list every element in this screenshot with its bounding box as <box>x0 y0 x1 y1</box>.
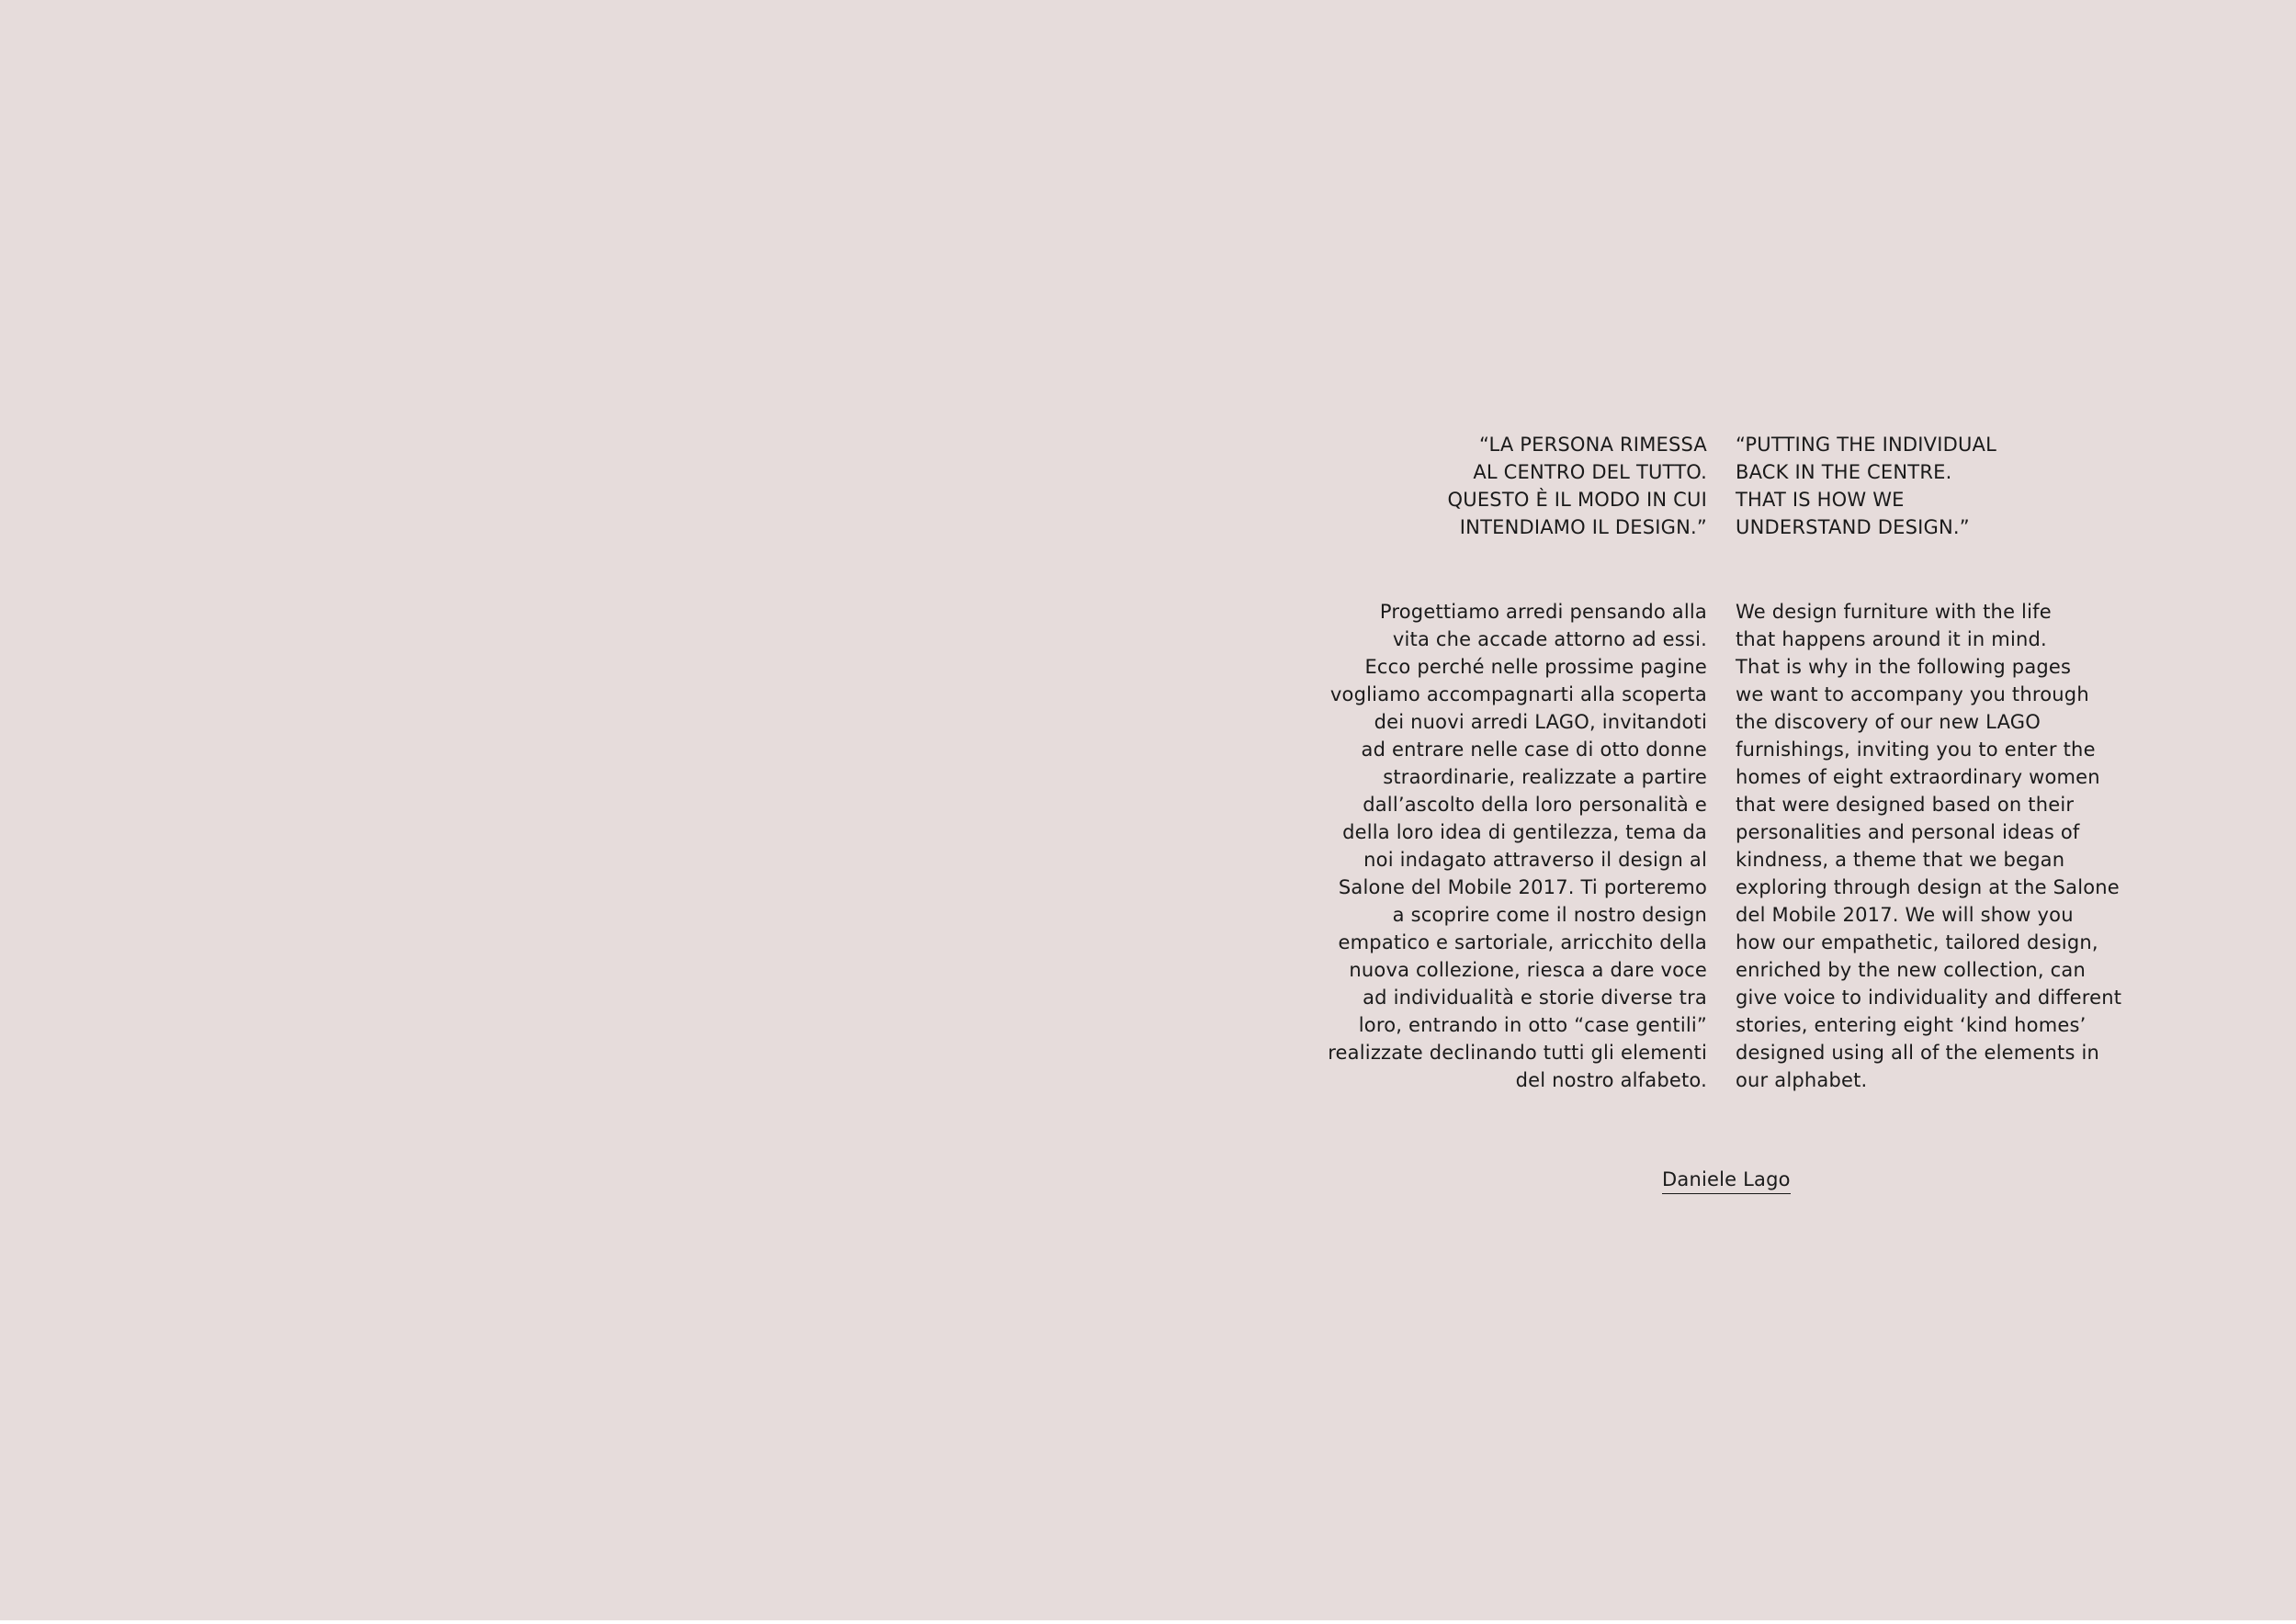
body-line: our alphabet. <box>1736 1069 1868 1091</box>
body-line: a scoprire come il nostro design <box>1392 904 1707 926</box>
body-line: nuova collezione, riesca a dare voce <box>1349 959 1707 981</box>
body-line: ad individualità e storie diverse tra <box>1363 987 1707 1009</box>
body-line: realizzate declinando tutti gli elementi <box>1328 1042 1707 1064</box>
body-line: vogliamo accompagnarti alla scoperta <box>1329 683 1707 705</box>
body-line: del Mobile 2017. We will show you <box>1736 904 2074 926</box>
page-bottom-edge <box>0 1620 2296 1624</box>
quote-line: THAT IS HOW WE <box>1736 489 1905 511</box>
body-line: dei nuovi arredi LAGO, invitandoti <box>1374 711 1707 733</box>
body-text-english <box>1736 598 2140 1094</box>
body-line: exploring through design at the Salone <box>1736 876 2120 898</box>
body-line: del nostro alfabeto. <box>1515 1069 1707 1091</box>
quote-english <box>1736 431 2140 541</box>
body-line: vita che accade attorno ad essi. <box>1392 628 1707 650</box>
quote-line: UNDERSTAND DESIGN.” <box>1736 516 1970 538</box>
body-line: That is why in the following pages <box>1736 656 2072 678</box>
body-line: della loro idea di gentilezza, tema da <box>1342 821 1707 843</box>
body-line: that were designed based on their <box>1736 794 2075 816</box>
body-line: personalities and personal ideas of <box>1736 821 2080 843</box>
body-line: designed using all of the elements in <box>1736 1042 2100 1064</box>
body-line: Salone del Mobile 2017. Ti porteremo <box>1338 876 1707 898</box>
body-line: noi indagato attraverso il design al <box>1363 849 1707 871</box>
quote-line: AL CENTRO DEL TUTTO. <box>1473 461 1707 483</box>
body-line: homes of eight extraordinary women <box>1736 766 2100 788</box>
body-line: Ecco perché nelle prossime pagine <box>1364 656 1707 678</box>
quote-italian <box>1303 431 1707 541</box>
body-line: loro, entrando in otto “case gentili” <box>1358 1014 1707 1036</box>
body-line: we want to accompany you through <box>1736 683 2089 705</box>
quote-line: QUESTO È IL MODO IN CUI <box>1447 489 1707 511</box>
body-line: furnishings, inviting you to enter the <box>1736 739 2096 761</box>
body-line: dall’ascolto della loro personalità e <box>1363 794 1707 816</box>
signature: Daniele Lago <box>1662 1167 1791 1194</box>
body-line: the discovery of our new LAGO <box>1736 711 2041 733</box>
body-line: that happens around it in mind. <box>1736 628 2047 650</box>
body-line: kindness, a theme that we began <box>1736 849 2065 871</box>
body-line: how our empathetic, tailored design, <box>1736 931 2098 953</box>
body-line: We design furniture with the life <box>1736 601 2052 623</box>
quote-line: BACK IN THE CENTRE. <box>1736 461 1952 483</box>
body-text-italian <box>1303 598 1707 1094</box>
body-line: ad entrare nelle case di otto donne <box>1361 739 1707 761</box>
quote-line: INTENDIAMO IL DESIGN.” <box>1459 516 1707 538</box>
body-line: stories, entering eight ‘kind homes’ <box>1736 1014 2087 1036</box>
body-line: Progettiamo arredi pensando alla <box>1379 601 1707 623</box>
body-line: enriched by the new collection, can <box>1736 959 2086 981</box>
body-line: empatico e sartoriale, arricchito della <box>1338 931 1707 953</box>
body-line: give voice to individuality and different <box>1736 987 2122 1009</box>
body-line: straordinarie, realizzate a partire <box>1383 766 1707 788</box>
quote-line: “PUTTING THE INDIVIDUAL <box>1736 434 1996 456</box>
quote-line: “LA PERSONA RIMESSA <box>1479 434 1707 456</box>
